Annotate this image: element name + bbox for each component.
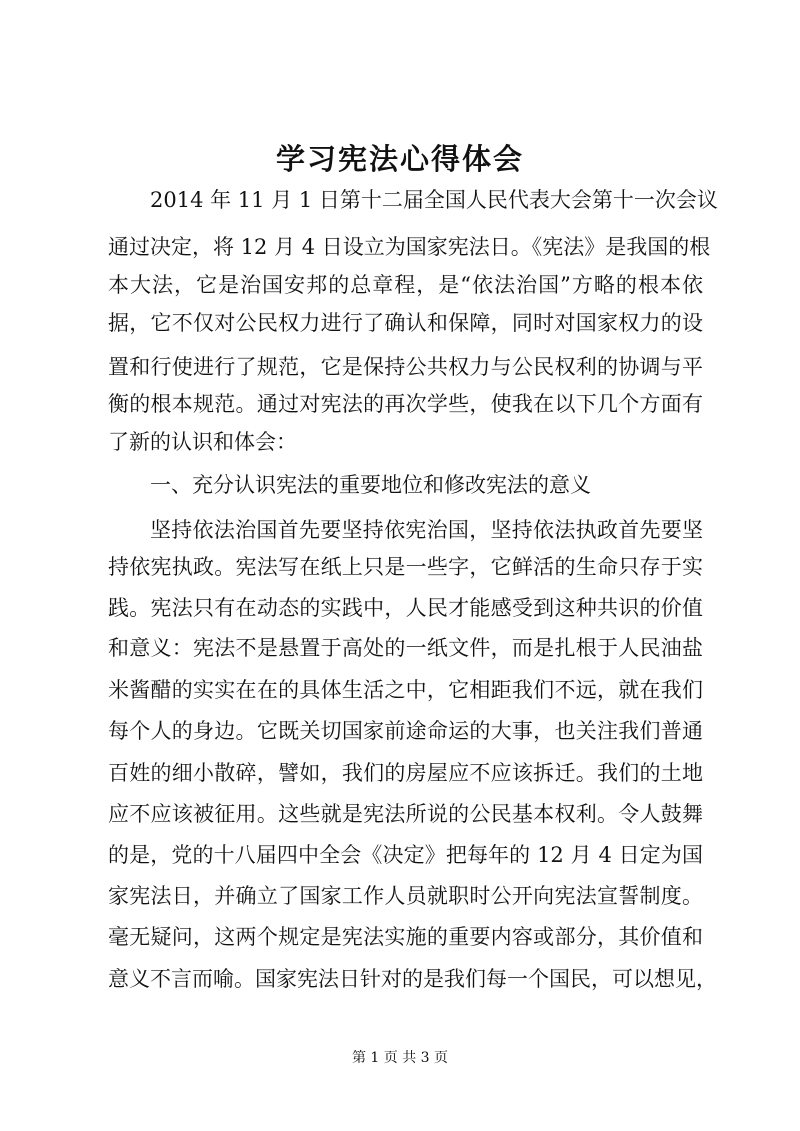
paragraph-line: 的是，党的十八届四中全会《决定》把每年的 12 月 4 日定为国 xyxy=(108,843,703,867)
paragraph-line: 持依宪执政。宪法写在纸上只是一些字，它鲜活的生命只存于实 xyxy=(108,555,703,579)
paragraph-line: 2014 年 11 月 1 日第十二届全国人民代表大会第十一次会议 xyxy=(150,188,718,212)
paragraph-line: 通过决定，将 12 月 4 日设立为国家宪法日。《宪法》是我国的根 xyxy=(108,235,711,259)
paragraph-line: 意义不言而喻。国家宪法日针对的是我们每一个国民，可以想见， xyxy=(108,967,717,991)
paragraph-line: 毫无疑问，这两个规定是宪法实施的重要内容或部分，其价值和 xyxy=(108,925,703,949)
document-title: 学习宪法心得体会 xyxy=(275,142,524,176)
paragraph-line: 坚持依法治国首先要坚持依宪治国，坚持依法执政首先要坚 xyxy=(150,518,703,542)
page-number-footer: 第 1 页 共 3 页 xyxy=(351,1050,449,1066)
paragraph-line: 践。宪法只有在动态的实践中，人民才能感受到这种共识的价值 xyxy=(108,596,703,620)
paragraph-line: 了新的认识和体会： xyxy=(108,430,297,454)
paragraph-line: 衡的根本规范。通过对宪法的再次学些，使我在以下几个方面有 xyxy=(108,392,703,416)
paragraph-line: 家宪法日，并确立了国家工作人员就职时公开向宪法宣誓制度。 xyxy=(108,884,703,908)
paragraph-line: 置和行使进行了规范，它是保持公共权力与公民权利的协调与平 xyxy=(108,355,703,379)
section-heading: 一、充分认识宪法的重要地位和修改宪法的意义 xyxy=(150,473,591,497)
paragraph-line: 本大法，它是治国安邦的总章程，是“依法治国”方略的根本依 xyxy=(108,273,703,297)
paragraph-line: 百姓的细小散碎，譬如，我们的房屋应不应该拆迁。我们的土地 xyxy=(108,761,703,785)
paragraph-line: 应不应该被征用。这些就是宪法所说的公民基本权利。令人鼓舞 xyxy=(108,802,703,826)
paragraph-line: 每个人的身边。它既关切国家前途命运的大事，也关注我们普通 xyxy=(108,719,703,743)
paragraph-line: 和意义：宪法不是悬置于高处的一纸文件，而是扎根于人民油盐 xyxy=(108,636,703,660)
paragraph-line: 米酱醋的实实在在的具体生活之中，它相距我们不远，就在我们 xyxy=(108,678,703,702)
paragraph-line: 据，它不仅对公民权力进行了确认和保障，同时对国家权力的设 xyxy=(108,311,703,335)
